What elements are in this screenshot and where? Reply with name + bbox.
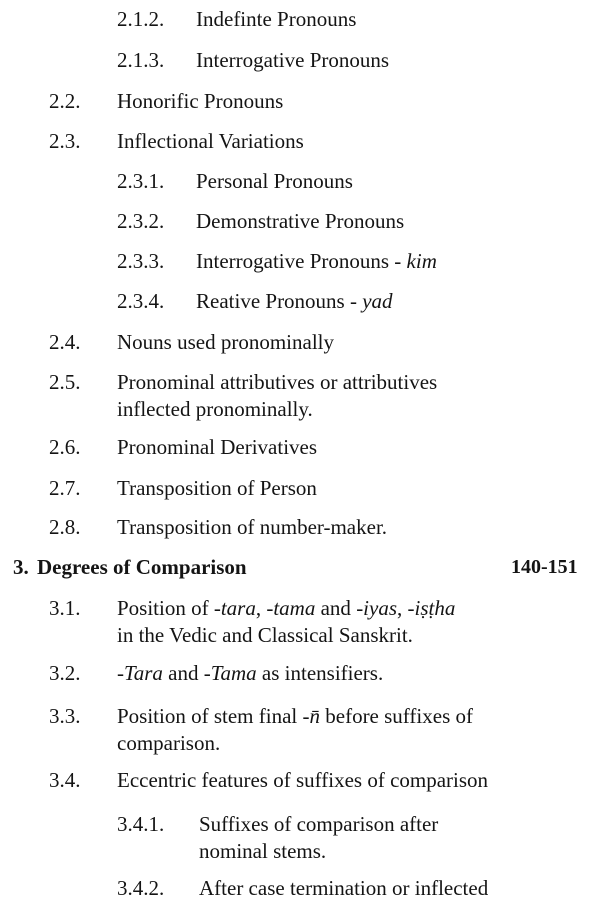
entry-number: 2.4. [49, 330, 81, 354]
entry-title: Indefinte Pronouns [196, 7, 357, 31]
entry-number: 3.3. [49, 704, 81, 728]
entry-number: 2.3.4. [117, 289, 165, 313]
entry-title: Reative Pronouns - yad [196, 289, 393, 313]
entry-number: 2.3.3. [117, 249, 165, 273]
entry-number: 3.2. [49, 661, 81, 685]
section-title: Degrees of Comparison [37, 555, 247, 579]
entry-title-continued: in the Vedic and Classical Sanskrit. [117, 623, 413, 647]
entry-title-continued: comparison. [117, 731, 221, 755]
entry-title: Pronominal Derivatives [117, 435, 318, 459]
entry-number: 2.5. [49, 370, 81, 394]
entry-title-continued: inflected pronominally. [117, 397, 313, 421]
entry-title: Personal Pronouns [196, 169, 353, 193]
entry-title: Demonstrative Pronouns [196, 209, 405, 233]
entry-number: 2.2. [49, 89, 81, 113]
entry-number: 2.3.2. [117, 209, 165, 233]
section-number: 3. [13, 555, 29, 579]
entry-number: 3.4.2. [117, 876, 165, 900]
entry-number: 2.8. [49, 515, 81, 539]
entry-title-continued: nominal stems. [199, 839, 327, 863]
entry-number: 3.1. [49, 596, 81, 620]
entry-number: 3.4.1. [117, 812, 165, 836]
entry-title: Transposition of number-maker. [117, 515, 388, 539]
entry-title: Pronominal attributives or attributives [117, 370, 438, 394]
entry-title: After case termination or inflected [199, 876, 489, 900]
entry-title: Transposition of Person [117, 476, 317, 500]
entry-number: 2.3.1. [117, 169, 165, 193]
entry-title: Position of -tara, -tama and -iyas, -iṣṭha [117, 596, 456, 620]
entry-title: Inflectional Variations [117, 129, 304, 153]
entry-title: Eccentric features of suffixes of comparison [117, 768, 489, 792]
entry-number: 2.6. [49, 435, 81, 459]
entry-number: 2.1.2. [117, 7, 165, 31]
entry-title: Interrogative Pronouns [196, 48, 390, 72]
entry-title: Position of stem final -n̄ before suffixes of [117, 704, 473, 728]
entry-number: 3.4. [49, 768, 81, 792]
entry-title: -Tara and -Tama as intensifiers. [117, 661, 384, 685]
entry-title: Suffixes of comparison after [199, 812, 439, 836]
entry-title: Nouns used pronominally [117, 330, 334, 354]
entry-number: 2.1.3. [117, 48, 165, 72]
entry-number: 2.3. [49, 129, 81, 153]
entry-title: Interrogative Pronouns - kim [196, 249, 437, 273]
entry-title: Honorific Pronouns [117, 89, 284, 113]
page-range: 140-151 [511, 556, 578, 578]
entry-number: 2.7. [49, 476, 81, 500]
